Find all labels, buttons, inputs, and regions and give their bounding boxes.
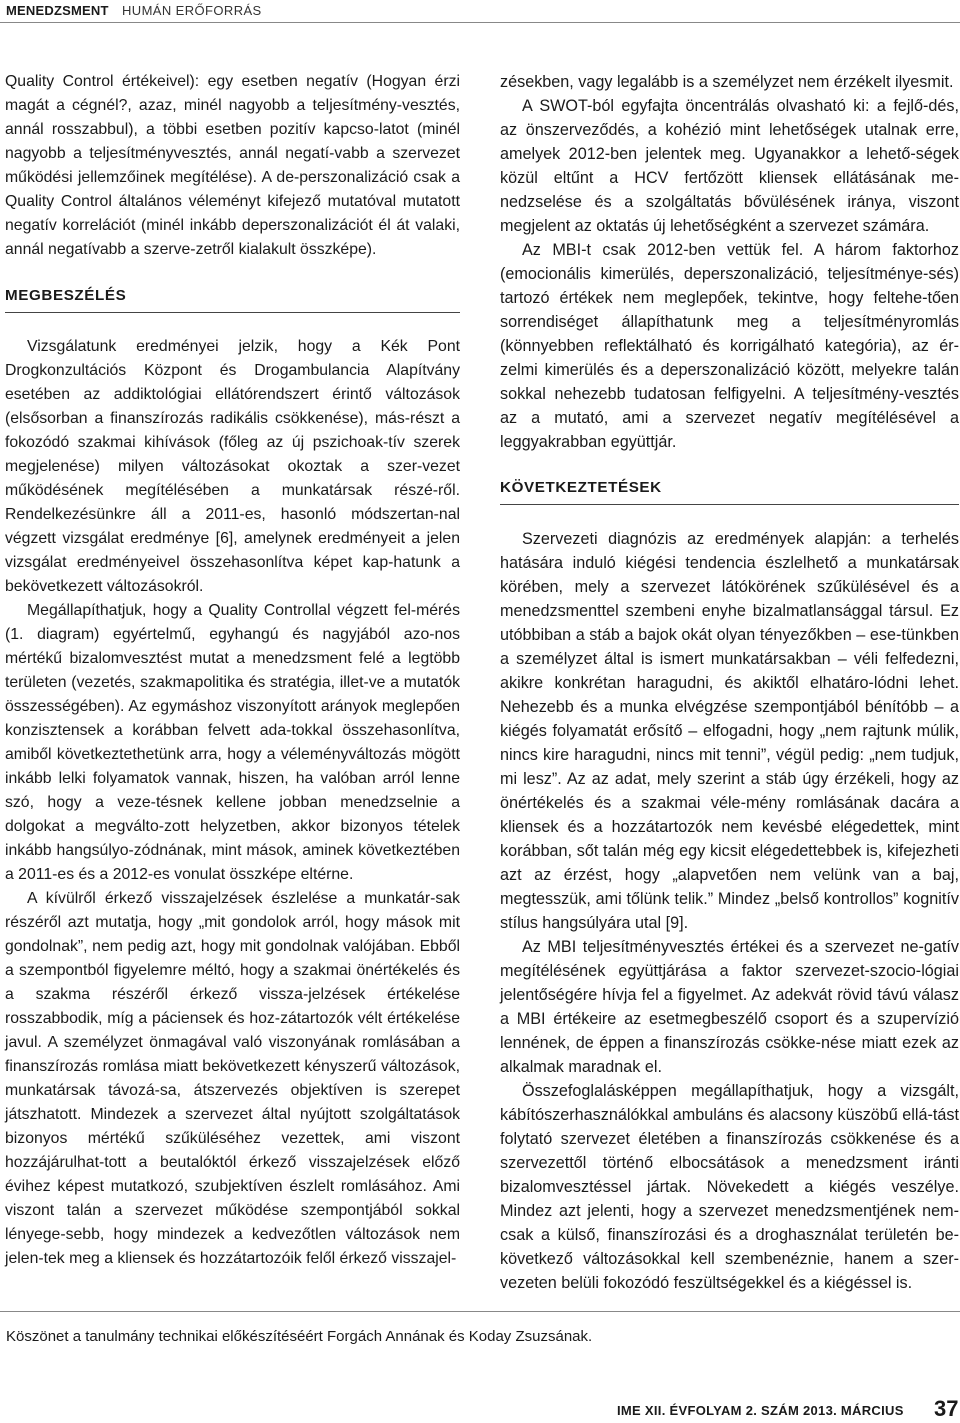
section-heading-kovetkeztetesek: KÖVETKEZTETÉSEK — [500, 476, 959, 505]
paragraph: Megállapíthatjuk, hogy a Quality Controllal végzett fel-mérés (1. diagram) egyértelmű, egyhangú és nagyjából azo-nos mértékű bizalomvesztést mutat a menedzsment felé a legtöbb területen (vezetés, szakmapolitika és stratégia, illet-ve a mutatók összességében). Az egymáshoz viszonyított arányok meglepően konzisztensek a korábban felvett ada-tokkal összehasonlítva, amiből következtethetünk arra, hogy a véleményváltozás mögött inkább lelki folyamatok vannak, hiszen, ha valóban arról lenne szó, hogy a veze-tésnek kellene jobban menedzselnie a dolgokat a megválto-zott helyzetben, akkor bizonyos tételek inkább hangsúlyo-zódnának, mint mások, aminek következtében a 2011-es és a 2012-es vonulat összképe eltérne. — [5, 602, 460, 883]
paragraph: Az MBI teljesítményvesztés értékei és a szervezet ne-gatív megítélésének együttjárása a faktor szervezet-szocio-lógiai jelentőségére hívja fel a figyelmet. Az adekvát rövid távú válasz a MBI értékeire az esetmegbeszélő csoport és a szupervízió lennének, de éppen a finanszírozás csökke-nése miatt ezek az alkalmak maradnak el. — [500, 938, 959, 1076]
header-subsection: HUMÁN ERŐFORRÁS — [122, 3, 262, 18]
acknowledgement-rule — [0, 1311, 960, 1312]
journal-footer: IME XII. ÉVFOLYAM 2. SZÁM 2013. MÁRCIUS — [617, 1403, 904, 1418]
paragraph: A SWOT-ból egyfajta öncentrálás olvasható ki: a fejlő-dés, az önszerveződés, a kohézió mint lehetőségek utalnak erre, amelyek 2012-ben jelentek meg. Ugyanakkor a lehető-ségek közül eltűnt a HCV fertőzött kliensek ellátásának me-nedzselése és a szolgáltatás bővülésének iránya, viszont megjelent az oktatás új lehetőségként a szervezet számára. — [500, 97, 959, 235]
paragraph: Vizsgálatunk eredményei jelzik, hogy a Kék Pont Drogkonzultációs Központ és Drogambulancia Alapítvány esetében az addiktológiai ellátórendszert érintő változások (elsősorban a finanszírozás radikális csökkenése), más-részt a fokozódó szakmai kihívások (főleg az új pszichoak-tív szerek megjelenése) milyen változásokat okoztak a szer-vezet működésének megítélésében a munkatársak részé-ről. Rendelkezésünkre áll a 2011-es, hasonló módszertan-nal végzett vizsgálat eredménye [6], amelynek eredményeit a jelen vizsgálat eredményeivel összehasonlítva képet kap-hatunk a bekövetkezett változásokról. — [5, 338, 460, 595]
section-heading-megbeszeles: MEGBESZÉLÉS — [5, 284, 460, 313]
acknowledgement: Köszönet a tanulmány technikai előkészítéséért Forgách Annának és Koday Zsuzsának. — [6, 1328, 593, 1345]
page-number: 37 — [934, 1396, 959, 1421]
paragraph: A kívülről érkező visszajelzések észlelése a munkatár-sak részéről azt mutatja, hogy „mit gondolok arról, hogy mások mit gondolnak”, nem pedig azt, hogy mit gondolnak valójában. Ebből a szempontból figyelemre méltó, hogy a szakmai önértékelés és a szakma részéről érkező vissza-jelzések értékelése rosszabbodik, míg a páciensek és hoz-zátartozók vélt értékelése javul. A személyzet önmagával való viszonyának romlásában a finanszírozás romlása miatt bekövetkezett kényszerű változások, munkatársak távozá-sa, átszervezés objektíven is szerepet játszhatott. Mindezek a szervezet által nyújtott szolgáltatások bizonyos mértékű szűküléséhez vezettek, ami viszont hozzájárulhat-tott a beutalóktól érkező visszajelzések előző évihez képest mutatkozó, szubjektíven észlelt romlásához. Ami viszont talán a szervezet működése szempontjából sokkal lényege-sebb, hogy mindezek a kedvezőtlen változások nem jelen-tek meg a kliensek és hozzátartozóik felől érkező visszajel- — [5, 890, 460, 1267]
right-column — [500, 70, 959, 1295]
header-rule — [0, 22, 960, 23]
paragraph: Összefoglalásképpen megállapíthatjuk, hogy a vizsgált, kábítószerhasználókkal ambuláns és alacsony küszöbű ellá-tást folytató szervezet életében a finanszírozás csökkenése és a szervezettől történő elbocsátások a menedzsment iránti bizalomvesztéssel jártak. Növekedett a kiégés veszélye. Mindez azt jelenti, hogy a szervezet menedzsmentjének nem-csak a külső, finanszírozási és a droghasználat területén be-következő változásokkal kell szembenéznie, hanem a szer-vezeten belüli fokozódó feszültségekkel és a kiégéssel is. — [500, 1082, 959, 1292]
paragraph: Szervezeti diagnózis az eredmények alapján: a terhelés hatására induló kiégési tendencia észlelhető a munkatársak körében, mely a szervezet látókörének szűkülésével és a menedzsmenttel szembeni enyhe bizalmatlansággal társul. Ez utóbbiban a stáb a bajok okát olyan tényezőkben – ese-tünkben a személyzet által is ismert munkatársakban – véli felfedezni, akikre konkrétan haragudni, és akiktől elhatáro-lódni lehet. Nehezebb és a munka elvégzése szempontjából bénítóbb – a kiégés folyamatát erősítő – elfogadni, hogy „nem rajtunk múlik, nincs kire haragudni, nincs mit tenni”, végül pedig: „nem tudjuk, mi lesz”. Az az adat, mely szerint a stáb úgy érzékeli, hogy az önértékelés és a szakmai véle-mény romlásának dacára a kliensek és a hozzátartozók nem kevésbé elégedettek, mint korábban, sőt talán még egy kicsit elégedettebbek is, kifejezheti azt az érzést, hogy „alapvetően nem velünk van a baj, megtesszük, ami tőlünk telik.” Mindez „belső kontrollos” kognitív stílus hangsúlyára utal [9]. — [500, 530, 959, 932]
running-header — [0, 0, 960, 22]
left-column — [5, 70, 460, 1271]
paragraph: Quality Control értékeivel): egy esetben negatív (Hogyan érzi magát a cégnél?, azaz, minél nagyobb a teljesítmény-vesztés, annál rosszabbul), a többi esetben pozitív kapcso-latot (minél nagyobb a teljesítményvesztés, annál negatí-vabb a szervezet működési jellemzőinek megítélése). A de-perszonalizáció csak a Quality Control általános véleményt kifejező mutatóval mutatott negatív korrelációt (minél inkább deperszonalizációt él át valaki, annál negatívabb a szerve-zetről kialakult összképe). — [5, 73, 460, 258]
paragraph: zésekben, vagy legalább is a személyzet nem érzékelt ilyesmit. — [500, 73, 954, 91]
header-section: MENEDZSMENT — [6, 3, 109, 18]
paragraph: Az MBI-t csak 2012-ben vettük fel. A három faktorhoz (emocionális kimerülés, deperszonalizáció, teljesítménye-sés) tartozó értékek nem meglepőek, tekintve, hogy feltehe-tően sorrendiséget állapíthatunk meg a teljesítményromlás (könnyebben reflektálható és korrigálható kategória), az ér-zelmi kimerülés és a deperszonalizáció között, melyekre talán sokkal nehezebb tudatosan felfigyelni. A teljesítmény-vesztés az a mutató, ami a szervezet negatív megítélésével a leggyakrabban együttjár. — [500, 241, 959, 451]
